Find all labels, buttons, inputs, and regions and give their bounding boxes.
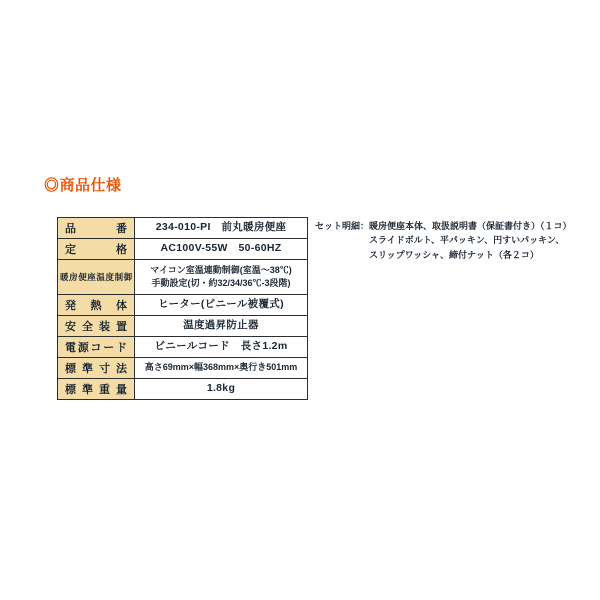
spec-value-cell [135,358,308,379]
set-details-line: スライドボルト、平パッキン、円すいパッキン、 [369,235,565,246]
spec-value-cell [135,379,308,400]
table-row [58,295,308,316]
spec-label-cell [58,239,135,260]
spec-label: 安 全 装 置 [65,321,127,333]
set-details-line: 暖房便座本体、取扱説明書（保証書付き）（１コ） [369,221,572,231]
spec-value: マイコン室温連動制御(室温～38℃) [150,264,292,275]
spec-label: 発 熱 体 [65,300,127,312]
table-row [58,358,308,379]
table-row [58,260,308,295]
spec-label: 品 番 [65,223,127,235]
table-row [58,218,308,239]
table-row [58,379,308,400]
spec-value: 1.8kg [206,382,236,395]
spec-value-cell [135,316,308,337]
table-row [58,239,308,260]
spec-label-cell [58,358,135,379]
spec-value: 高さ69mm×幅368mm×奥行き501mm [144,362,298,373]
set-details-lines [369,219,572,262]
spec-label: 標 準 重 量 [65,384,127,396]
spec-value-cell [135,218,308,239]
spec-value: 温度過昇防止器 [183,319,259,332]
spec-value-cell [135,239,308,260]
spec-value: AC100V-55W 50-60HZ [160,242,282,255]
spec-value-cell [135,295,308,316]
set-details [315,219,572,262]
spec-label: 暖 房 便 座 温 度 制 御 [60,272,132,282]
spec-label-cell [58,379,135,400]
spec-value: ヒーター(ビニール被覆式) [158,298,284,311]
spec-label-cell [58,218,135,239]
spec-label: 電 源 コ ー ド [65,342,127,354]
set-details-line: スリップワッシャ、締付ナット（各２コ） [369,249,539,260]
spec-value: 234-010-PI 前丸暖房便座 [155,221,287,234]
spec-value-line2: 手動設定(切・約32/34/36℃-3段階) [151,278,291,288]
table-row [58,316,308,337]
table-row [58,337,308,358]
page-title: ◎商品仕様 [44,177,122,194]
spec-value-cell [135,260,308,295]
spec-label: 定 格 [65,244,127,256]
spec-label-cell [58,316,135,337]
spec-table-body [58,218,308,400]
set-details-label: セット明細： [315,221,370,231]
spec-label: 標 準 寸 法 [65,363,127,375]
spec-label-cell [58,260,135,295]
spec-label-cell [58,295,135,316]
spec-value-cell [135,337,308,358]
spec-table [57,217,308,400]
spec-value: ビニールコード 長さ1.2m [154,340,288,353]
spec-label-cell [58,337,135,358]
